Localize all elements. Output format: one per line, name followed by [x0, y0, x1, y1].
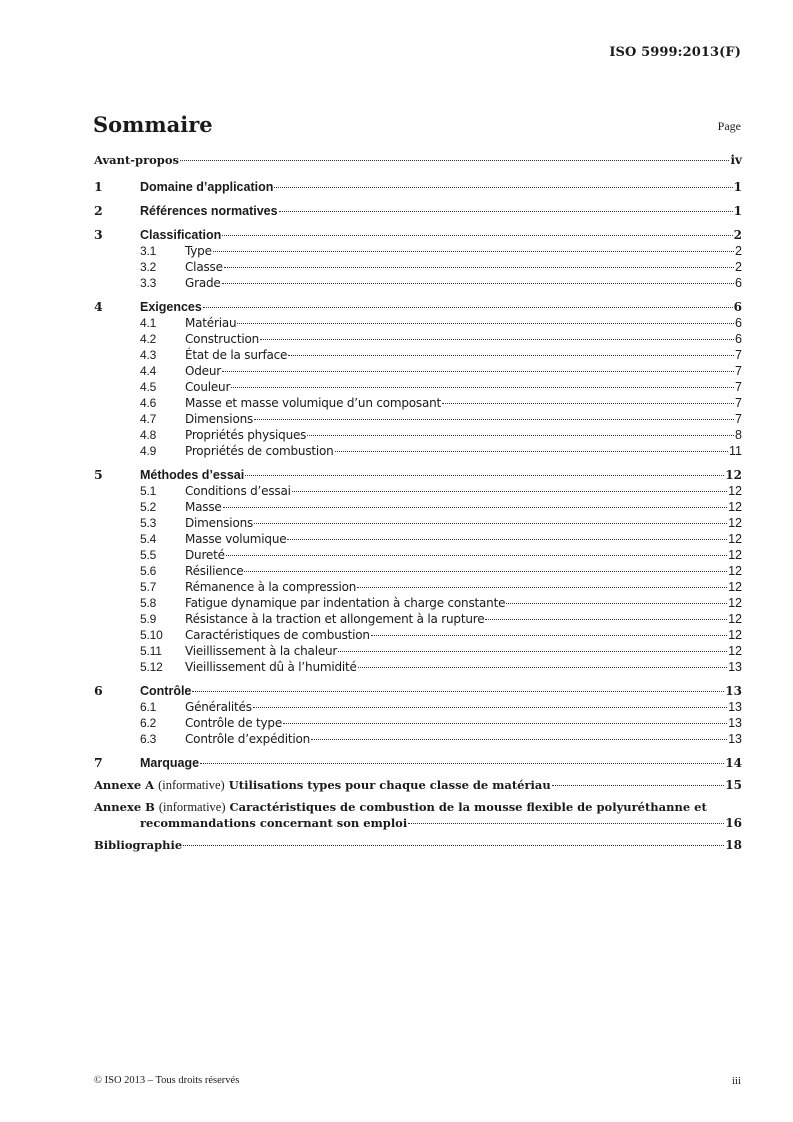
toc-page-number: 13	[728, 716, 742, 730]
toc-subsection-number: 4.4	[140, 364, 157, 378]
toc-page-number: 7	[735, 364, 742, 378]
toc-section-number: 7	[94, 755, 103, 770]
toc-section-number: 2	[94, 203, 103, 218]
toc-page-number: 6	[735, 316, 742, 330]
toc-page-number: 12	[728, 628, 742, 642]
toc-leader	[244, 571, 727, 572]
toc-entry-subsection[interactable]	[94, 363, 742, 379]
toc-subsection-number: 4.2	[140, 332, 157, 346]
toc-entry-title: Domaine d’application	[140, 180, 274, 194]
toc-page-number: 7	[735, 348, 742, 362]
toc-entry-title: Contrôle d’expédition	[185, 732, 311, 746]
toc-entry-title-line-2: recommandations concernant son emploi	[140, 816, 408, 830]
toc-entry-subsection[interactable]	[94, 259, 742, 275]
toc-page-number: 2	[735, 260, 742, 274]
toc-entry-section-2[interactable]	[94, 203, 742, 219]
toc-entry-subsection[interactable]	[94, 547, 742, 563]
toc-subsection-number: 3.3	[140, 276, 157, 290]
toc-leader	[245, 475, 724, 476]
toc-entry-title: Conditions d’essai	[185, 484, 291, 498]
toc-subsection-number: 5.7	[140, 580, 157, 594]
toc-subsection-number: 6.3	[140, 732, 157, 746]
page-number: iii	[731, 1075, 741, 1087]
toc-page-number: 18	[725, 838, 742, 852]
toc-entry-title: Grade	[185, 276, 221, 290]
toc-page-number: 11	[729, 444, 742, 458]
toc-leader	[183, 845, 724, 846]
toc-entry-title: Propriétés de combustion	[185, 444, 334, 458]
toc-entry-subsection[interactable]	[94, 243, 742, 259]
toc-leader	[371, 635, 727, 636]
toc-entry-title: Masse volumique	[185, 532, 287, 546]
toc-leader	[222, 283, 734, 284]
toc-subsection-number: 4.8	[140, 428, 157, 442]
toc-page-number: 12	[728, 500, 742, 514]
annex-type: (informative)	[158, 800, 226, 814]
toc-page-number: 12	[728, 516, 742, 530]
toc-subsection-number: 5.10	[140, 628, 163, 642]
toc-entry-title: Fatigue dynamique par indentation à charge constante	[185, 596, 506, 610]
toc-page-number: 6	[735, 276, 742, 290]
toc-subsection-number: 5.5	[140, 548, 157, 562]
toc-page-number: 12	[728, 564, 742, 578]
toc-leader	[485, 619, 727, 620]
toc-leader	[287, 539, 727, 540]
toc-section-number: 5	[94, 467, 103, 482]
toc-entry-title: Bibliographie	[94, 838, 183, 852]
annex-type: (informative)	[158, 778, 225, 792]
toc-subsection-number: 5.12	[140, 660, 163, 674]
toc-leader	[192, 691, 724, 692]
toc-leader	[253, 707, 727, 708]
toc-entry-section-4[interactable]	[94, 299, 742, 315]
toc-section-number: 1	[94, 179, 103, 194]
toc-subsection-number: 5.4	[140, 532, 157, 546]
toc-subsection-number: 5.6	[140, 564, 157, 578]
toc-entry-subsection[interactable]	[94, 443, 742, 459]
toc-entry-subsection[interactable]	[94, 499, 742, 515]
toc-leader	[200, 763, 724, 764]
toc-entry-title: Généralités	[185, 700, 252, 714]
toc-entry-title: Classification	[140, 228, 222, 242]
toc-leader	[203, 307, 733, 308]
toc-page-number: 12	[725, 468, 742, 482]
toc-subsection-number: 5.8	[140, 596, 157, 610]
toc-entry-subsection[interactable]	[94, 595, 742, 611]
annex-label: Annexe B	[94, 800, 155, 814]
toc-leader	[260, 339, 734, 340]
toc-entry-subsection[interactable]	[94, 659, 742, 675]
document-id: ISO 5999:2013(F)	[609, 45, 741, 60]
toc-entry-title: Couleur	[185, 380, 231, 394]
toc-subsection-number: 4.1	[140, 316, 157, 330]
toc-entry-title: Résistance à la traction et allongement à la rupture	[185, 612, 485, 626]
toc-entry-title: Masse et masse volumique d’un composant	[185, 396, 442, 410]
toc-entry-section-1[interactable]	[94, 179, 742, 195]
toc-entry-title: Exigences	[140, 300, 202, 314]
toc-entry-subsection[interactable]	[94, 531, 742, 547]
toc-entry-title: Dureté	[185, 548, 225, 562]
toc-entry-subsection[interactable]	[94, 579, 742, 595]
toc-leader	[231, 387, 734, 388]
toc-leader	[237, 323, 734, 324]
toc-entry-title: Avant-propos	[94, 153, 179, 167]
toc-section-number: 6	[94, 683, 103, 698]
annex-label: Annexe A	[94, 778, 155, 792]
toc-entry-title: Utilisations types pour chaque classe de matériau	[228, 778, 551, 792]
toc-leader	[274, 187, 732, 188]
toc-page-number: 12	[728, 580, 742, 594]
toc-entry-title: Caractéristiques de combustion	[185, 628, 370, 642]
toc-entry-subsection[interactable]	[94, 411, 742, 427]
toc-entry-title: Vieillissement dû à l’humidité	[185, 660, 357, 674]
toc-entry-title: Contrôle	[140, 684, 192, 698]
toc-entry-section-7[interactable]	[94, 755, 742, 771]
toc-leader	[506, 603, 727, 604]
toc-page-number: 14	[725, 756, 742, 770]
toc-entry-title: Type	[185, 244, 212, 258]
toc-entry-title: Matériau	[185, 316, 237, 330]
toc-entry-subsection[interactable]	[94, 315, 742, 331]
toc-entry-title: Construction	[185, 332, 260, 346]
toc-entry-avant-propos[interactable]	[94, 152, 742, 168]
toc-page-number: 7	[735, 396, 742, 410]
toc-section-number: 3	[94, 227, 103, 242]
toc-page-number: 6	[735, 332, 742, 346]
toc-leader	[338, 651, 727, 652]
toc-entry-title: Dimensions	[185, 516, 254, 530]
toc-entry-subsection[interactable]	[94, 731, 742, 747]
toc-entry-annex-b-continued[interactable]	[94, 815, 742, 831]
toc-entry-subsection[interactable]	[94, 627, 742, 643]
toc-entry-title: Propriétés physiques	[185, 428, 307, 442]
toc-entry-subsection[interactable]	[94, 515, 742, 531]
toc-subsection-number: 4.3	[140, 348, 157, 362]
toc-entry-annex-b[interactable]	[94, 799, 742, 815]
toc-page-number: 12	[728, 532, 742, 546]
toc-entry-subsection[interactable]	[94, 699, 742, 715]
toc-leader	[408, 823, 724, 824]
toc-entry-title: État de la surface	[185, 348, 288, 362]
table-of-contents	[94, 152, 742, 853]
toc-leader	[254, 419, 734, 420]
toc-entry-subsection[interactable]	[94, 379, 742, 395]
toc-entry-title: Marquage	[140, 756, 200, 770]
toc-page-number: 12	[728, 644, 742, 658]
toc-entry-subsection[interactable]	[94, 611, 742, 627]
toc-page-number: 12	[728, 484, 742, 498]
toc-leader	[442, 403, 734, 404]
toc-entry-annex-a[interactable]	[94, 777, 742, 793]
toc-subsection-number: 5.2	[140, 500, 157, 514]
toc-leader	[292, 491, 727, 492]
toc-page-number: 13	[725, 684, 742, 698]
toc-entry-subsection[interactable]	[94, 427, 742, 443]
toc-leader	[224, 267, 734, 268]
toc-subsection-number: 5.1	[140, 484, 157, 498]
toc-subsection-number: 4.5	[140, 380, 157, 394]
toc-page-number: 13	[728, 700, 742, 714]
toc-subsection-number: 4.6	[140, 396, 157, 410]
toc-subsection-number: 3.1	[140, 244, 157, 258]
toc-entry-subsection[interactable]	[94, 715, 742, 731]
toc-page-number: iv	[730, 153, 742, 167]
toc-page-number: 8	[735, 428, 742, 442]
toc-subsection-number: 6.1	[140, 700, 157, 714]
toc-page-number: 15	[725, 778, 742, 792]
toc-page-number: 2	[733, 228, 742, 242]
toc-entry-title: Rémanence à la compression	[185, 580, 357, 594]
toc-leader	[358, 667, 727, 668]
toc-entry-title: Contrôle de type	[185, 716, 282, 730]
toc-entry-title: Odeur	[185, 364, 221, 378]
toc-page-number: 12	[728, 596, 742, 610]
toc-leader	[335, 451, 728, 452]
toc-entry-subsection[interactable]	[94, 331, 742, 347]
toc-leader	[226, 555, 727, 556]
toc-page-number: 2	[735, 244, 742, 258]
toc-leader	[307, 435, 734, 436]
toc-leader	[180, 160, 729, 161]
toc-entry-title-line-1: Caractéristiques de combustion de la mousse flexible de polyuréthanne et	[229, 800, 707, 814]
toc-entry-subsection[interactable]	[94, 483, 742, 499]
toc-subsection-number: 5.3	[140, 516, 157, 530]
toc-subsection-number: 5.11	[140, 644, 162, 658]
toc-page-number: 6	[733, 300, 742, 314]
toc-page-number: 13	[728, 660, 742, 674]
toc-entry-title: Dimensions	[185, 412, 254, 426]
toc-page-number: 7	[735, 380, 742, 394]
toc-leader	[311, 739, 727, 740]
toc-entry-section-5[interactable]	[94, 467, 742, 483]
toc-subsection-number: 4.9	[140, 444, 157, 458]
toc-entry-section-3[interactable]	[94, 227, 742, 243]
toc-leader	[279, 211, 733, 212]
toc-leader	[288, 355, 734, 356]
toc-subsection-number: 3.2	[140, 260, 157, 274]
toc-entry-bibliographie[interactable]	[94, 837, 742, 853]
toc-entry-title: Vieillissement à la chaleur	[185, 644, 338, 658]
page-title: Sommaire	[93, 112, 213, 137]
toc-page-number: 7	[735, 412, 742, 426]
toc-entry-title: Classe	[185, 260, 223, 274]
toc-page-number: 16	[725, 816, 742, 830]
toc-entry-subsection[interactable]	[94, 347, 742, 363]
toc-leader	[283, 723, 727, 724]
page-column-label: Page	[717, 119, 741, 133]
toc-leader	[357, 587, 727, 588]
toc-page-number: 12	[728, 548, 742, 562]
toc-entry-title: Références normatives	[140, 204, 278, 218]
toc-entry-subsection[interactable]	[94, 563, 742, 579]
toc-leader	[223, 507, 727, 508]
toc-entry-subsection[interactable]	[94, 643, 742, 659]
toc-entry-title: Résilience	[185, 564, 244, 578]
toc-leader	[552, 785, 725, 786]
toc-page-number: 12	[728, 612, 742, 626]
toc-subsection-number: 5.9	[140, 612, 157, 626]
toc-leader	[222, 371, 734, 372]
toc-section-number: 4	[94, 299, 103, 314]
toc-leader	[254, 523, 727, 524]
toc-page-number: 13	[728, 732, 742, 746]
toc-subsection-number: 4.7	[140, 412, 157, 426]
toc-page-number: 1	[733, 204, 742, 218]
toc-leader	[222, 235, 732, 236]
toc-entry-title: Masse	[185, 500, 222, 514]
toc-entry-section-6[interactable]	[94, 683, 742, 699]
toc-subsection-number: 6.2	[140, 716, 157, 730]
toc-entry-subsection[interactable]	[94, 275, 742, 291]
copyright-notice: © ISO 2013 – Tous droits réservés	[94, 1075, 240, 1086]
toc-leader	[213, 251, 734, 252]
toc-page-number: 1	[733, 180, 742, 194]
toc-entry-subsection[interactable]	[94, 395, 742, 411]
toc-entry-title: Méthodes d’essai	[140, 468, 245, 482]
